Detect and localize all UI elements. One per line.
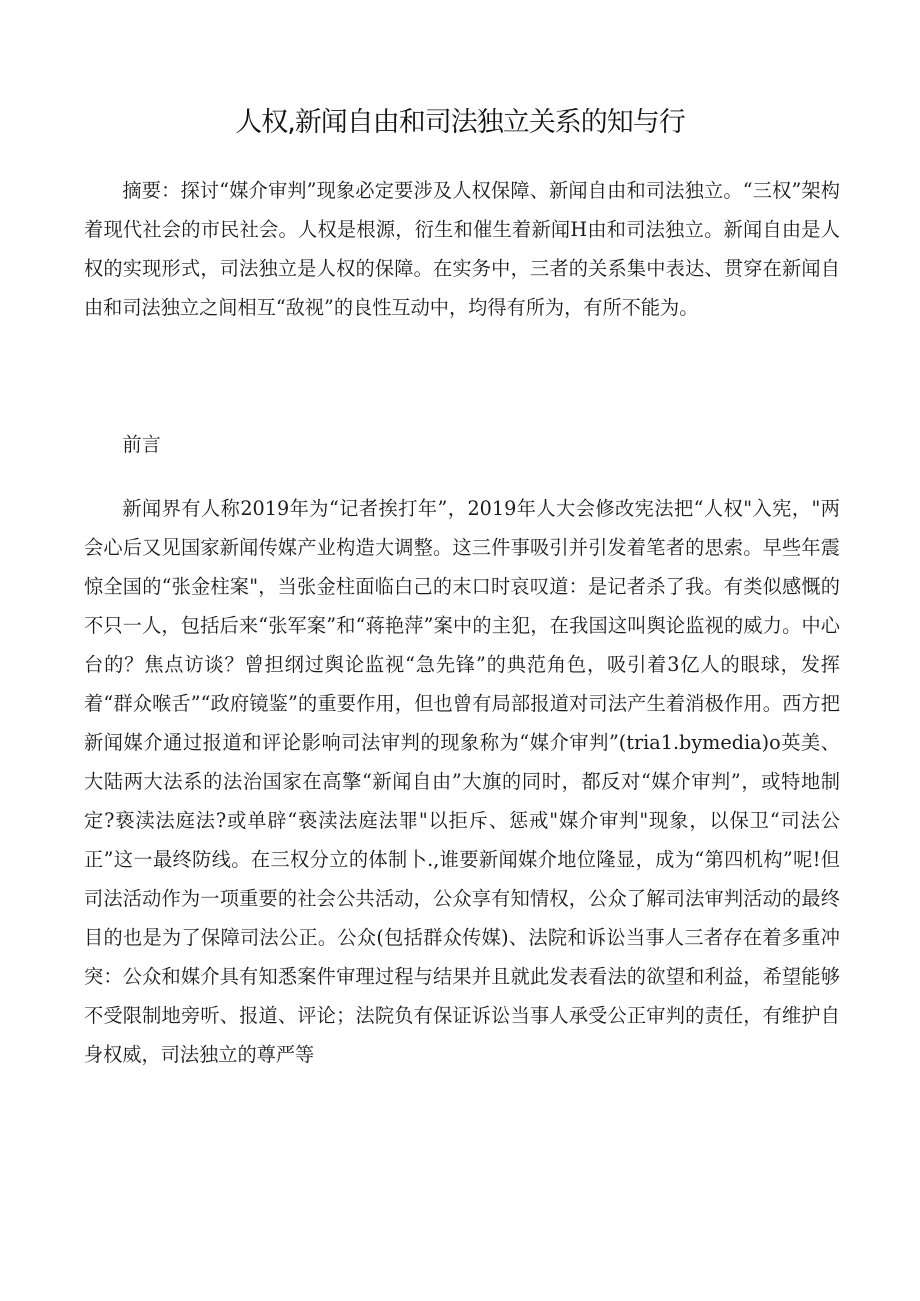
abstract-paragraph: 摘要：探讨“媒介审判”现象必定要涉及人权保障、新闻自由和司法独立。“三权”架构着现代社会的市民社会。人权是根源，衍生和催生着新闻H由和司法独立。新闻自由是人权的实现形式，司法独立是人权的保障。在实务中，三者的关系集中表达、贯穿在新闻自由和司法独立之间相互“敌视”的良性互动中，均得有所为，有所不能为。 xyxy=(84,179,840,319)
body-paragraph: 新闻界有人称2019年为“记者挨打年”，2019年人大会修改宪法把“人权"入宪，"两会心后又见国家新闻传媒产业构造大调整。这三件事吸引并引发着笔者的思索。早些年震惊全国的“张金柱案"，当张金柱面临白己的末口时哀叹道：是记者杀了我。有类似感慨的不只一人，包括后来“张军案”和“蒋艳萍”案中的主犯，在我国这叫舆论监视的威力。中心台的？焦点访谈？曾担纲过舆论监视“急先锋”的典范角色，吸引着3亿人的眼球，发挥着“群众喉舌”“政府镜鉴”的重要作用，但也曾有局部报道对司法产生着消极作用。西方把新闻媒介通过报道和评论影响司法审判的现象称为“媒介审判”(tria1.bymedia)o英美、大陆两大法系的法治国家在高擎“新闻自由”大旗的同时，都反对“媒介审判”，或特地制定?亵渎法庭法?或单辟“亵渎法庭法罪"以拒斥、惩戒"媒介审判"现象，以保卫“司法公正”这一最终防线。在三权分立的体制卜.,谁要新闻媒介地位隆显，成为“第四机构”呢!但司法活动作为一项重要的社会公共活动，公众享有知情权，公众了解司法审判活动的最终目的也是为了保障司法公正。公众(包括群众传媒)、法院和诉讼当事人三者存在着多重冲突：公众和媒介具有知悉案件审理过程与结果并且就此发表看法的欲望和利益，希望能够不受限制地旁听、报道、评论；法院负有保证诉讼当事人承受公正审判的责任，有维护自身权威，司法独立的尊严等 xyxy=(84,497,840,1066)
preface-heading: 前言 xyxy=(122,433,161,456)
document-title: 人权,新闻自由和司法独立关系的知与行 xyxy=(235,107,685,138)
